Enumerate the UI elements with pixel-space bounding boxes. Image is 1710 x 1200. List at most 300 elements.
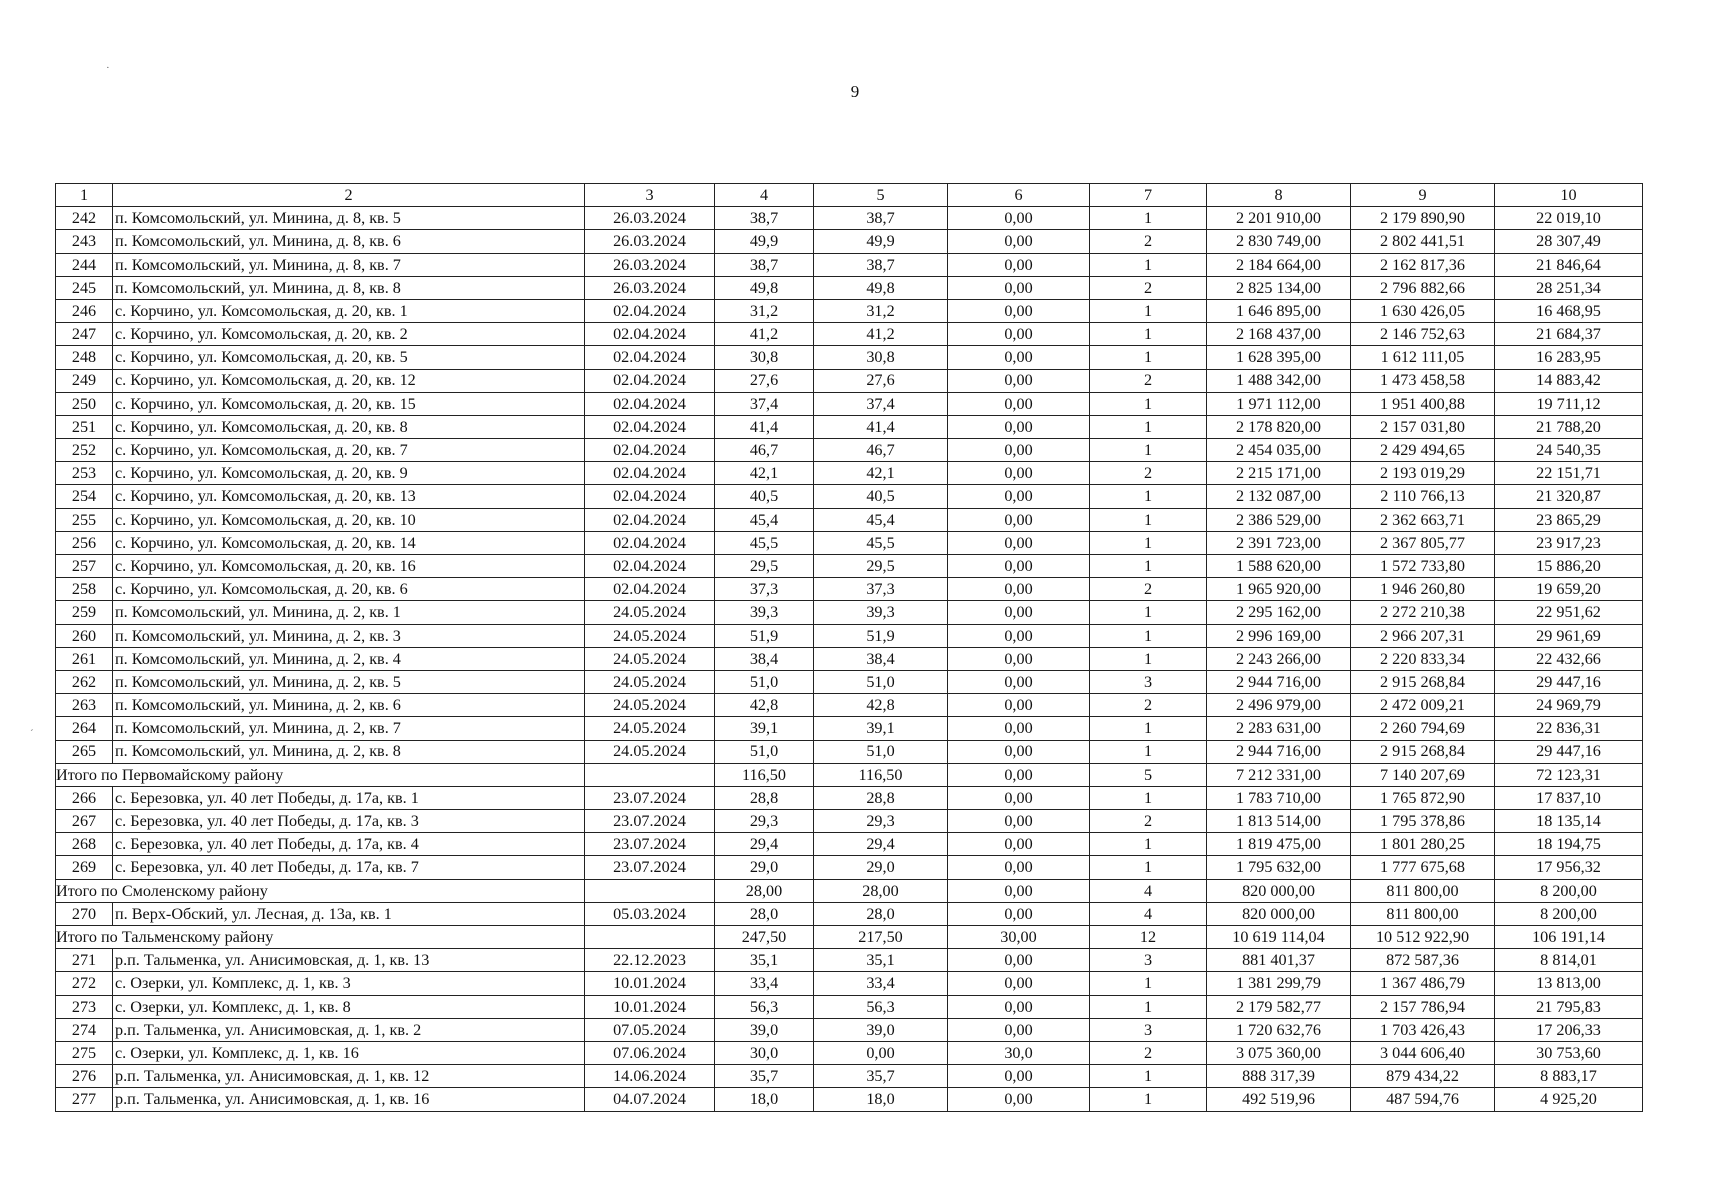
- table-cell: 1 951 400,88: [1351, 392, 1495, 415]
- total-row: [56, 926, 1643, 949]
- row-number: 272: [56, 972, 113, 995]
- table-cell: 18 194,75: [1495, 833, 1643, 856]
- table-cell: 39,0: [814, 1018, 948, 1041]
- table-cell: 37,4: [814, 392, 948, 415]
- table-row: [56, 1018, 1643, 1041]
- table-cell: 16 468,95: [1495, 299, 1643, 322]
- column-header-8: 8: [1207, 184, 1351, 207]
- table-cell: 217,50: [814, 926, 948, 949]
- table-cell: 0,00: [948, 531, 1090, 554]
- table-cell: 0,00: [814, 1041, 948, 1064]
- table-cell: 22 151,71: [1495, 462, 1643, 485]
- table-cell: 29,5: [715, 555, 814, 578]
- table-cell: 0,00: [948, 833, 1090, 856]
- table-cell: 0,00: [948, 299, 1090, 322]
- table-cell: 1: [1090, 439, 1207, 462]
- table-cell: 45,4: [715, 508, 814, 531]
- table-cell: 21 795,83: [1495, 995, 1643, 1018]
- table-cell: 30,8: [715, 346, 814, 369]
- table-cell: 0,00: [948, 230, 1090, 253]
- table-cell: 4 925,20: [1495, 1088, 1643, 1111]
- table-cell: 23.07.2024: [585, 833, 715, 856]
- table-cell: 1: [1090, 392, 1207, 415]
- column-header-6: 6: [948, 184, 1090, 207]
- table-cell: 116,50: [814, 763, 948, 786]
- table-cell: 1 783 710,00: [1207, 786, 1351, 809]
- table-cell: 0,00: [948, 694, 1090, 717]
- table-cell: 18,0: [715, 1088, 814, 1111]
- row-number: 250: [56, 392, 113, 415]
- table-cell: 39,0: [715, 1018, 814, 1041]
- table-cell: 8 200,00: [1495, 902, 1643, 925]
- table-cell: 872 587,36: [1351, 949, 1495, 972]
- row-number: 274: [56, 1018, 113, 1041]
- column-header-9: 9: [1351, 184, 1495, 207]
- address-cell: с. Березовка, ул. 40 лет Победы, д. 17а, кв. 4: [113, 833, 585, 856]
- page-number: 9: [850, 82, 860, 101]
- table-cell: 0,00: [948, 207, 1090, 230]
- table-cell: 41,4: [715, 415, 814, 438]
- row-number: 243: [56, 230, 113, 253]
- table-cell: 23.07.2024: [585, 810, 715, 833]
- table-row: [56, 833, 1643, 856]
- table-cell: 1 630 426,05: [1351, 299, 1495, 322]
- table-cell: 1: [1090, 299, 1207, 322]
- table-row: [56, 949, 1643, 972]
- table-cell: 02.04.2024: [585, 299, 715, 322]
- table-cell: 881 401,37: [1207, 949, 1351, 972]
- table-row: [56, 601, 1643, 624]
- table-cell: 2: [1090, 369, 1207, 392]
- address-cell: п. Комсомольский, ул. Минина, д. 2, кв. 6: [113, 694, 585, 717]
- table-cell: 879 434,22: [1351, 1065, 1495, 1088]
- table-cell: 1 488 342,00: [1207, 369, 1351, 392]
- address-cell: с. Озерки, ул. Комплекс, д. 1, кв. 16: [113, 1041, 585, 1064]
- table-cell: 5: [1090, 763, 1207, 786]
- table-cell: 0,00: [948, 253, 1090, 276]
- table-row: [56, 856, 1643, 879]
- table-cell: 46,7: [814, 439, 948, 462]
- row-number: 273: [56, 995, 113, 1018]
- table-cell: 7 212 331,00: [1207, 763, 1351, 786]
- table-cell: 21 320,87: [1495, 485, 1643, 508]
- table-row: [56, 462, 1643, 485]
- table-cell: 21 684,37: [1495, 323, 1643, 346]
- header-row: [56, 184, 1643, 207]
- table-cell: 33,4: [715, 972, 814, 995]
- table-cell: 1: [1090, 786, 1207, 809]
- scan-speck: ´: [30, 728, 34, 740]
- row-number: 276: [56, 1065, 113, 1088]
- table-cell: 2 825 134,00: [1207, 276, 1351, 299]
- table-row: [56, 555, 1643, 578]
- table-cell: 10.01.2024: [585, 972, 715, 995]
- table-cell: 2: [1090, 276, 1207, 299]
- table-cell: 4: [1090, 902, 1207, 925]
- table-cell: 0,00: [948, 972, 1090, 995]
- table-cell: 02.04.2024: [585, 439, 715, 462]
- table-cell: 0,00: [948, 995, 1090, 1018]
- table-cell: 2 391 723,00: [1207, 531, 1351, 554]
- table-cell: 29,4: [715, 833, 814, 856]
- table-cell: 16 283,95: [1495, 346, 1643, 369]
- table-cell: 0,00: [948, 323, 1090, 346]
- total-label: Итого по Смоленскому району: [56, 879, 585, 902]
- address-cell: п. Комсомольский, ул. Минина, д. 8, кв. 6: [113, 230, 585, 253]
- row-number: 270: [56, 902, 113, 925]
- table-cell: 1: [1090, 972, 1207, 995]
- table-cell: 2 802 441,51: [1351, 230, 1495, 253]
- table-cell: 2 272 210,38: [1351, 601, 1495, 624]
- table-cell: 492 519,96: [1207, 1088, 1351, 1111]
- table-cell: 35,1: [715, 949, 814, 972]
- address-cell: с. Озерки, ул. Комплекс, д. 1, кв. 3: [113, 972, 585, 995]
- table-cell: 3 075 360,00: [1207, 1041, 1351, 1064]
- table-cell: 1: [1090, 717, 1207, 740]
- table-cell: 51,0: [814, 670, 948, 693]
- table-cell: 22.12.2023: [585, 949, 715, 972]
- table-cell: 2 944 716,00: [1207, 740, 1351, 763]
- table-cell: 07.05.2024: [585, 1018, 715, 1041]
- table-cell: 28,00: [814, 879, 948, 902]
- table-row: [56, 578, 1643, 601]
- table-cell: 23.07.2024: [585, 786, 715, 809]
- table-cell: 0,00: [948, 346, 1090, 369]
- table-cell: 4: [1090, 879, 1207, 902]
- row-number: 249: [56, 369, 113, 392]
- table-cell: 1 381 299,79: [1207, 972, 1351, 995]
- table-cell: 56,3: [715, 995, 814, 1018]
- table-cell: 29 447,16: [1495, 740, 1643, 763]
- table-cell: 1 612 111,05: [1351, 346, 1495, 369]
- table-cell: 35,7: [715, 1065, 814, 1088]
- column-header-10: 10: [1495, 184, 1643, 207]
- table-cell: 2 796 882,66: [1351, 276, 1495, 299]
- address-cell: п. Комсомольский, ул. Минина, д. 2, кв. 4: [113, 647, 585, 670]
- table-cell: 42,8: [715, 694, 814, 717]
- table-cell: 2: [1090, 462, 1207, 485]
- table-cell: 49,9: [715, 230, 814, 253]
- row-number: 266: [56, 786, 113, 809]
- table-cell: 12: [1090, 926, 1207, 949]
- table-cell: 888 317,39: [1207, 1065, 1351, 1088]
- address-cell: п. Комсомольский, ул. Минина, д. 2, кв. 3: [113, 624, 585, 647]
- table-cell: 2 243 266,00: [1207, 647, 1351, 670]
- table-cell: 1: [1090, 1088, 1207, 1111]
- table-cell: 2 132 087,00: [1207, 485, 1351, 508]
- table-cell: 2 830 749,00: [1207, 230, 1351, 253]
- row-number: 255: [56, 508, 113, 531]
- address-cell: с. Корчино, ул. Комсомольская, д. 20, кв. 15: [113, 392, 585, 415]
- table-row: [56, 786, 1643, 809]
- table-cell: 31,2: [715, 299, 814, 322]
- table-row: [56, 740, 1643, 763]
- table-cell: 1 965 920,00: [1207, 578, 1351, 601]
- table-cell: 02.04.2024: [585, 415, 715, 438]
- table-cell: 1: [1090, 647, 1207, 670]
- table-cell: 38,4: [814, 647, 948, 670]
- table-cell: 1 971 112,00: [1207, 392, 1351, 415]
- table-cell: 0,00: [948, 670, 1090, 693]
- address-cell: с. Корчино, ул. Комсомольская, д. 20, кв. 16: [113, 555, 585, 578]
- row-number: 267: [56, 810, 113, 833]
- address-cell: п. Комсомольский, ул. Минина, д. 2, кв. 7: [113, 717, 585, 740]
- table-row: [56, 810, 1643, 833]
- table-cell: 38,7: [715, 253, 814, 276]
- table-cell: 21 846,64: [1495, 253, 1643, 276]
- table-cell: 49,9: [814, 230, 948, 253]
- address-cell: с. Березовка, ул. 40 лет Победы, д. 17а, кв. 3: [113, 810, 585, 833]
- table-cell: 24 540,35: [1495, 439, 1643, 462]
- table-row: [56, 439, 1643, 462]
- address-cell: с. Корчино, ул. Комсомольская, д. 20, кв. 2: [113, 323, 585, 346]
- table-cell: 02.04.2024: [585, 485, 715, 508]
- table-cell: 2: [1090, 694, 1207, 717]
- table-cell: 10 512 922,90: [1351, 926, 1495, 949]
- table-row: [56, 694, 1643, 717]
- row-number: 242: [56, 207, 113, 230]
- table-cell: 2: [1090, 1041, 1207, 1064]
- table-cell: 0,00: [948, 508, 1090, 531]
- table-row: [56, 972, 1643, 995]
- table-cell: 22 951,62: [1495, 601, 1643, 624]
- table-cell: 0,00: [948, 624, 1090, 647]
- table-cell: 24.05.2024: [585, 670, 715, 693]
- table-cell: [585, 763, 715, 786]
- table-row: [56, 299, 1643, 322]
- table-cell: 24.05.2024: [585, 601, 715, 624]
- table-cell: 28,00: [715, 879, 814, 902]
- table-cell: 1 473 458,58: [1351, 369, 1495, 392]
- table-cell: 2 915 268,84: [1351, 740, 1495, 763]
- table-cell: 29,4: [814, 833, 948, 856]
- table-cell: 35,1: [814, 949, 948, 972]
- address-cell: с. Корчино, ул. Комсомольская, д. 20, кв. 14: [113, 531, 585, 554]
- table-cell: 02.04.2024: [585, 346, 715, 369]
- table-cell: 2: [1090, 578, 1207, 601]
- table-cell: 2 162 817,36: [1351, 253, 1495, 276]
- total-label: Итого по Тальменскому району: [56, 926, 585, 949]
- table-cell: 116,50: [715, 763, 814, 786]
- column-header-7: 7: [1090, 184, 1207, 207]
- row-number: 252: [56, 439, 113, 462]
- address-cell: п. Верх-Обский, ул. Лесная, д. 13а, кв. 1: [113, 902, 585, 925]
- table-row: [56, 1065, 1643, 1088]
- table-cell: 0,00: [948, 810, 1090, 833]
- table-cell: 30,8: [814, 346, 948, 369]
- table-row: [56, 508, 1643, 531]
- table-cell: 23 917,23: [1495, 531, 1643, 554]
- table-cell: 49,8: [715, 276, 814, 299]
- address-cell: п. Комсомольский, ул. Минина, д. 2, кв. 1: [113, 601, 585, 624]
- table-cell: 2 454 035,00: [1207, 439, 1351, 462]
- table-cell: 22 019,10: [1495, 207, 1643, 230]
- table-cell: 1 720 632,76: [1207, 1018, 1351, 1041]
- table-row: [56, 485, 1643, 508]
- table-cell: 2 386 529,00: [1207, 508, 1351, 531]
- table-cell: 28 251,34: [1495, 276, 1643, 299]
- total-row: [56, 763, 1643, 786]
- table-cell: 04.07.2024: [585, 1088, 715, 1111]
- table-cell: 24 969,79: [1495, 694, 1643, 717]
- table-cell: 31,2: [814, 299, 948, 322]
- table-cell: 0,00: [948, 485, 1090, 508]
- table-cell: 29,3: [715, 810, 814, 833]
- table-cell: 2 367 805,77: [1351, 531, 1495, 554]
- row-number: 262: [56, 670, 113, 693]
- table-cell: 2 220 833,34: [1351, 647, 1495, 670]
- table-cell: 0,00: [948, 369, 1090, 392]
- table-cell: 24.05.2024: [585, 694, 715, 717]
- data-table: [55, 183, 1643, 1112]
- table-row: [56, 1088, 1643, 1111]
- table-cell: 1: [1090, 253, 1207, 276]
- table-cell: 51,9: [715, 624, 814, 647]
- table-cell: 2 110 766,13: [1351, 485, 1495, 508]
- table-cell: 56,3: [814, 995, 948, 1018]
- table-cell: 0,00: [948, 740, 1090, 763]
- table-cell: 30,00: [948, 926, 1090, 949]
- table-cell: 29,0: [814, 856, 948, 879]
- table-cell: 42,8: [814, 694, 948, 717]
- table-cell: 0,00: [948, 392, 1090, 415]
- row-number: 247: [56, 323, 113, 346]
- table-cell: 19 711,12: [1495, 392, 1643, 415]
- table-cell: 1 628 395,00: [1207, 346, 1351, 369]
- table-row: [56, 624, 1643, 647]
- table-cell: 72 123,31: [1495, 763, 1643, 786]
- table-cell: 8 814,01: [1495, 949, 1643, 972]
- table-cell: 2 168 437,00: [1207, 323, 1351, 346]
- row-number: 254: [56, 485, 113, 508]
- table-row: [56, 902, 1643, 925]
- row-number: 245: [56, 276, 113, 299]
- table-cell: 2 179 890,90: [1351, 207, 1495, 230]
- table-cell: 02.04.2024: [585, 323, 715, 346]
- table-cell: 29,3: [814, 810, 948, 833]
- address-cell: п. Комсомольский, ул. Минина, д. 8, кв. 8: [113, 276, 585, 299]
- table-row: [56, 276, 1643, 299]
- table-row: [56, 670, 1643, 693]
- table-cell: 2 157 786,94: [1351, 995, 1495, 1018]
- table-cell: 07.06.2024: [585, 1041, 715, 1064]
- row-number: 244: [56, 253, 113, 276]
- table-cell: 1 367 486,79: [1351, 972, 1495, 995]
- table-row: [56, 531, 1643, 554]
- table-cell: 30,0: [715, 1041, 814, 1064]
- table-cell: 02.04.2024: [585, 369, 715, 392]
- table-cell: 02.04.2024: [585, 508, 715, 531]
- table-row: [56, 253, 1643, 276]
- address-cell: п. Комсомольский, ул. Минина, д. 8, кв. 5: [113, 207, 585, 230]
- table-cell: 2 996 169,00: [1207, 624, 1351, 647]
- table-cell: 0,00: [948, 879, 1090, 902]
- table-cell: 14 883,42: [1495, 369, 1643, 392]
- table-cell: 1: [1090, 856, 1207, 879]
- table-cell: 2 215 171,00: [1207, 462, 1351, 485]
- address-cell: с. Корчино, ул. Комсомольская, д. 20, кв. 6: [113, 578, 585, 601]
- table-cell: 17 206,33: [1495, 1018, 1643, 1041]
- table-cell: 1: [1090, 833, 1207, 856]
- table-row: [56, 717, 1643, 740]
- table-cell: 26.03.2024: [585, 207, 715, 230]
- table-cell: 17 837,10: [1495, 786, 1643, 809]
- table-cell: 1: [1090, 1065, 1207, 1088]
- table-cell: 2 496 979,00: [1207, 694, 1351, 717]
- address-cell: с. Озерки, ул. Комплекс, д. 1, кв. 8: [113, 995, 585, 1018]
- table-cell: 14.06.2024: [585, 1065, 715, 1088]
- address-cell: с. Корчино, ул. Комсомольская, д. 20, кв. 1: [113, 299, 585, 322]
- table-cell: 1: [1090, 624, 1207, 647]
- table-cell: 7 140 207,69: [1351, 763, 1495, 786]
- table-cell: 40,5: [814, 485, 948, 508]
- table-cell: 24.05.2024: [585, 647, 715, 670]
- table-cell: 3: [1090, 670, 1207, 693]
- table-cell: 2 283 631,00: [1207, 717, 1351, 740]
- table-cell: 18,0: [814, 1088, 948, 1111]
- table-cell: 23 865,29: [1495, 508, 1643, 531]
- table-cell: 2 146 752,63: [1351, 323, 1495, 346]
- table-cell: 3: [1090, 949, 1207, 972]
- table-cell: 42,1: [814, 462, 948, 485]
- table-cell: 2 184 664,00: [1207, 253, 1351, 276]
- table-cell: 1: [1090, 995, 1207, 1018]
- table-cell: 8 883,17: [1495, 1065, 1643, 1088]
- table-cell: 1 588 620,00: [1207, 555, 1351, 578]
- address-cell: с. Корчино, ул. Комсомольская, д. 20, кв. 8: [113, 415, 585, 438]
- table-cell: 39,3: [715, 601, 814, 624]
- total-row: [56, 879, 1643, 902]
- table-cell: 0,00: [948, 949, 1090, 972]
- table-cell: 26.03.2024: [585, 276, 715, 299]
- table-cell: 0,00: [948, 415, 1090, 438]
- table-cell: 1: [1090, 508, 1207, 531]
- address-cell: р.п. Тальменка, ул. Анисимовская, д. 1, кв. 13: [113, 949, 585, 972]
- row-number: 268: [56, 833, 113, 856]
- table-cell: 29,5: [814, 555, 948, 578]
- table-cell: 28,8: [814, 786, 948, 809]
- column-header-5: 5: [814, 184, 948, 207]
- table-body: [56, 207, 1643, 1111]
- table-cell: 37,4: [715, 392, 814, 415]
- table-cell: 38,4: [715, 647, 814, 670]
- table-cell: 42,1: [715, 462, 814, 485]
- table-cell: 0,00: [948, 647, 1090, 670]
- table-row: [56, 1041, 1643, 1064]
- table-cell: 10.01.2024: [585, 995, 715, 1018]
- row-number: 271: [56, 949, 113, 972]
- table-cell: 0,00: [948, 856, 1090, 879]
- table-cell: 29 447,16: [1495, 670, 1643, 693]
- table-cell: 3 044 606,40: [1351, 1041, 1495, 1064]
- table-cell: 0,00: [948, 578, 1090, 601]
- table-cell: 2 295 162,00: [1207, 601, 1351, 624]
- table-cell: 2 193 019,29: [1351, 462, 1495, 485]
- address-cell: п. Комсомольский, ул. Минина, д. 2, кв. 8: [113, 740, 585, 763]
- address-cell: с. Березовка, ул. 40 лет Победы, д. 17а, кв. 1: [113, 786, 585, 809]
- table-cell: 45,5: [715, 531, 814, 554]
- table-cell: 1: [1090, 531, 1207, 554]
- table-cell: [585, 926, 715, 949]
- table-cell: 1 795 632,00: [1207, 856, 1351, 879]
- table-cell: 27,6: [715, 369, 814, 392]
- table-cell: 41,4: [814, 415, 948, 438]
- table-cell: 15 886,20: [1495, 555, 1643, 578]
- table-cell: 0,00: [948, 763, 1090, 786]
- table-row: [56, 323, 1643, 346]
- address-cell: п. Комсомольский, ул. Минина, д. 8, кв. 7: [113, 253, 585, 276]
- table-cell: 1: [1090, 323, 1207, 346]
